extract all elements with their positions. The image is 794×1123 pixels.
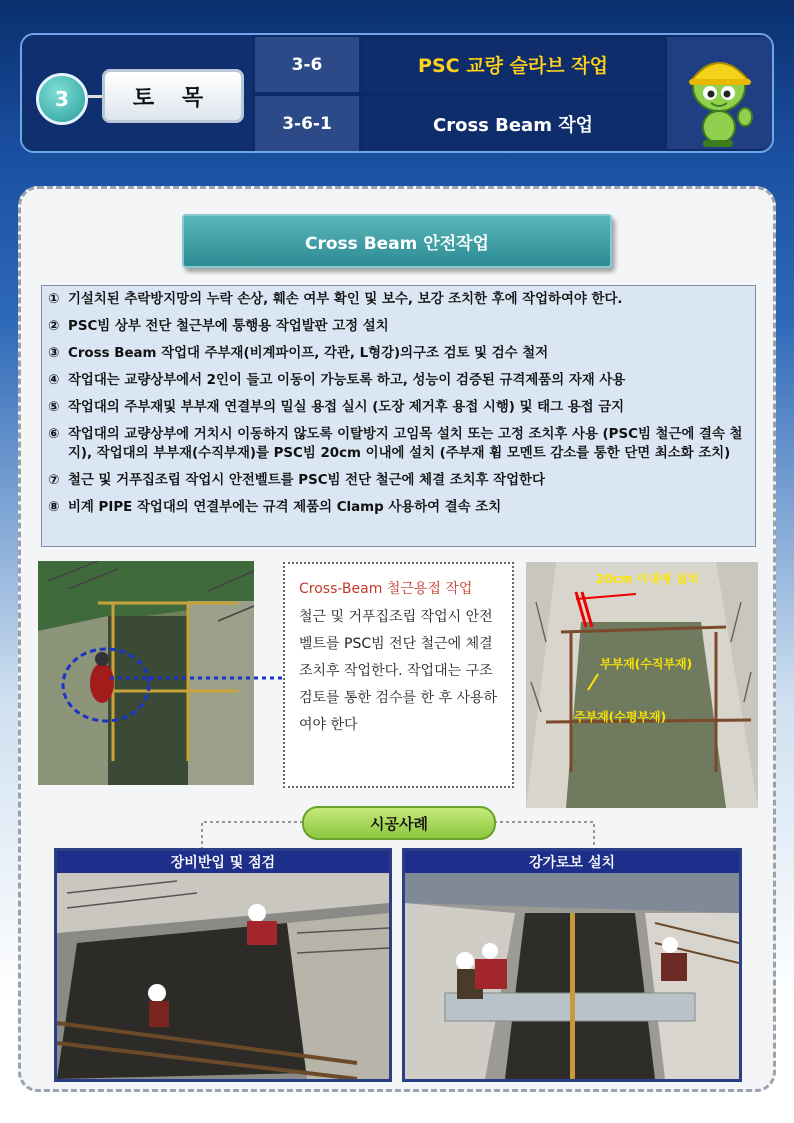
helmet-mascot-icon (667, 37, 772, 149)
category-label: 토 목 (102, 69, 244, 123)
rule-item (48, 398, 749, 417)
callout-body: 철근 및 거푸집조립 작업시 안전벨트를 PSC빔 전단 철근에 체결 조치후 작업한다. 작업대는 구조검토를 통한 검수를 한 후 사용하여야 한다 (299, 609, 498, 733)
rule-item (48, 498, 749, 517)
rule-number: ⑦ (48, 473, 60, 488)
rule-text: PSC빔 상부 전단 철근부에 통행용 작업발판 고정 설치 (68, 319, 389, 334)
section-number-badge: 3 (36, 73, 88, 125)
welding-callout (283, 562, 514, 788)
rule-text: 철근 및 거푸집조립 작업시 안전벨트를 PSC빔 전단 철근에 체결 조치후 작업한다 (68, 473, 545, 488)
rule-item (48, 317, 749, 336)
rule-number: ② (48, 319, 60, 334)
page-header (20, 33, 774, 153)
callout-pointer-line (110, 670, 285, 690)
rule-text: 작업대의 주부재및 부부재 연결부의 밀실 용접 실시 (도장 제거후 용접 시행) 및 태그 용접 금지 (68, 400, 625, 415)
category-area (22, 35, 252, 151)
case-photo-right (402, 848, 742, 1082)
rule-number: ① (48, 292, 60, 307)
title-main: PSC 교량 슬라브 작업 (362, 37, 664, 92)
rule-number: ⑥ (48, 427, 60, 442)
rule-item (48, 471, 749, 490)
safety-rules-list (41, 285, 756, 547)
case-title-badge: 시공사례 (302, 806, 496, 840)
label-main-member: 주부재(수평부재) (574, 710, 667, 724)
code-main: 3-6 (255, 37, 359, 92)
label-sub-member: 부부재(수직부재) (600, 657, 693, 671)
rule-text: 작업대의 교량상부에 거치시 이동하지 않도록 이탈방지 고임목 설치 또는 고정 조치후 사용 (PSC빔 철근에 결속 철지), 작업대의 부부재(수직부재)를 PSC빔 20cm 이내에 설치 (주부재 휨 모멘트 감소를 통한 단면 최소화 조치) (68, 427, 743, 461)
equipment-inspection-photo (57, 873, 389, 1079)
rule-text: 비계 PIPE 작업대의 연결부에는 규격 제품의 Clamp 사용하여 결속 조치 (68, 500, 502, 515)
rule-number: ④ (48, 373, 60, 388)
title-sub: Cross Beam 작업 (362, 96, 664, 151)
section-title: Cross Beam 안전작업 (182, 214, 612, 268)
callout-title: Cross-Beam 철근용접 작업 (299, 581, 473, 597)
rule-item (48, 425, 749, 463)
case-photo-left (54, 848, 392, 1082)
rule-text: 기설치된 추락방지망의 누락 손상, 훼손 여부 확인 및 보수, 보강 조치한 후에 작업하여야 한다. (68, 292, 623, 307)
code-sub: 3-6-1 (255, 96, 359, 151)
rule-number: ⑤ (48, 400, 60, 415)
rule-text: Cross Beam 작업대 주부재(비계파이프, 각관, L형강)의구조 검토 및 검수 철저 (68, 346, 549, 361)
case-caption-left: 장비반입 및 점검 (57, 851, 389, 873)
rule-number: ③ (48, 346, 60, 361)
rule-item (48, 371, 749, 390)
rule-item (48, 344, 749, 363)
case-caption-right: 강가로보 설치 (405, 851, 739, 873)
rule-item (48, 290, 749, 309)
steel-girder-install-photo (405, 873, 739, 1079)
rule-number: ⑧ (48, 500, 60, 515)
rule-text: 작업대는 교량상부에서 2인이 들고 이동이 가능토록 하고, 성능이 검증된 규격제품의 자재 사용 (68, 373, 626, 388)
member-diagram-photo (526, 562, 758, 808)
label-within-20cm: 20cm 이내에 설치 (596, 572, 699, 586)
